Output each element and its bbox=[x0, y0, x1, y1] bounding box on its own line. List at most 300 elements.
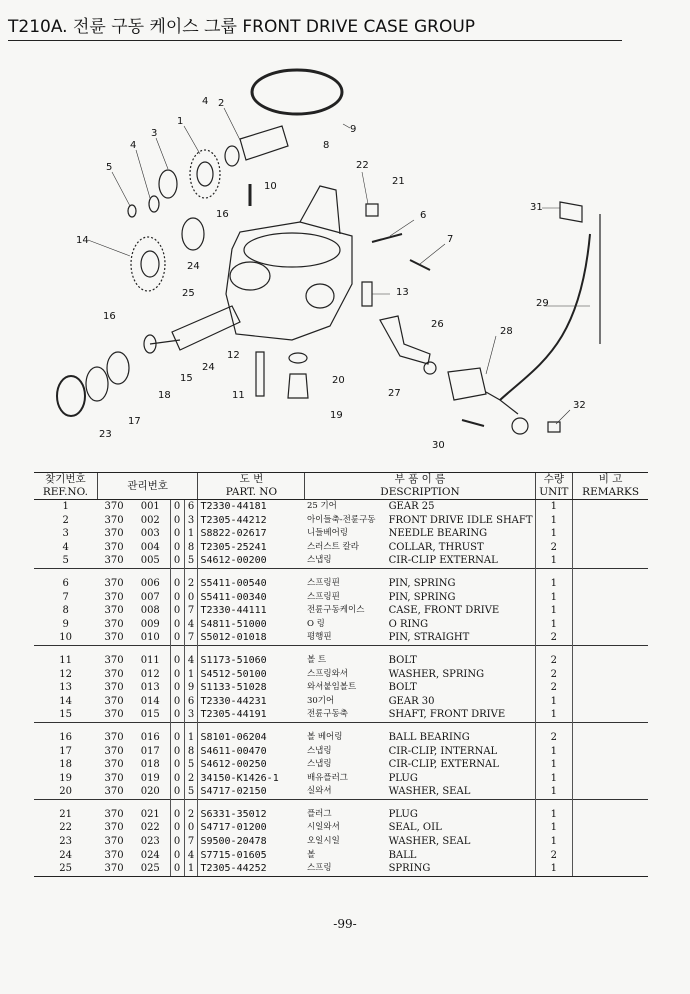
group-code-cell: 370 bbox=[104, 555, 124, 567]
table-row bbox=[34, 591, 648, 605]
ref-no-cell: 3 bbox=[62, 528, 69, 540]
table-row bbox=[34, 731, 648, 745]
remarks-cell bbox=[573, 577, 648, 591]
part-no-cell: S4717-02150 bbox=[198, 785, 305, 799]
callout-label: 5 bbox=[106, 162, 113, 173]
separator-cell bbox=[131, 722, 170, 731]
group-code-cell: 370 bbox=[104, 632, 124, 644]
ref-no-header bbox=[34, 473, 97, 500]
check-cell: 3 bbox=[184, 708, 198, 722]
rev-cell: 0 bbox=[170, 604, 184, 618]
item-code-cell: 004 bbox=[140, 541, 160, 553]
callout-label: 24 bbox=[187, 261, 200, 272]
part-no-cell: S4612-00250 bbox=[198, 758, 305, 772]
ref-no-cell: 2 bbox=[62, 514, 69, 526]
item-code-cell: 006 bbox=[140, 577, 160, 589]
separator-cell bbox=[387, 645, 535, 654]
separator-cell bbox=[387, 722, 535, 731]
part-no-cell: T2305-44212 bbox=[198, 514, 305, 528]
rev-cell: 0 bbox=[170, 862, 184, 876]
item-code-cell: 007 bbox=[140, 591, 160, 603]
ref-no-cell: 9 bbox=[62, 618, 69, 630]
remarks-header-en: REMARKS bbox=[582, 486, 640, 498]
remarks-cell bbox=[573, 745, 648, 759]
group-code-cell: 370 bbox=[104, 772, 124, 784]
item-code-cell: 008 bbox=[140, 605, 160, 617]
unit-cell: 1 bbox=[535, 862, 573, 876]
description-cell: CASE, FRONT DRIVE bbox=[388, 605, 500, 617]
group-code-cell: 370 bbox=[104, 605, 124, 617]
remarks-cell bbox=[573, 631, 648, 645]
unit-cell: 2 bbox=[535, 631, 573, 645]
ref-no-cell: 8 bbox=[62, 605, 69, 617]
item-code-cell: 021 bbox=[140, 808, 160, 820]
title-rule bbox=[8, 40, 622, 41]
check-cell: 4 bbox=[184, 654, 198, 668]
separator-cell bbox=[535, 799, 573, 808]
description-cell: CIR-CLIP, INTERNAL bbox=[388, 745, 498, 757]
separator-cell bbox=[184, 645, 198, 654]
check-cell: 7 bbox=[184, 835, 198, 849]
separator-cell bbox=[97, 722, 131, 731]
check-cell: 2 bbox=[184, 772, 198, 786]
item-code-cell: 014 bbox=[140, 695, 160, 707]
group-code-cell: 370 bbox=[104, 786, 124, 798]
korean-name-cell: 스냅링 bbox=[306, 555, 332, 566]
callout-label: 11 bbox=[232, 390, 245, 401]
remarks-cell bbox=[573, 541, 648, 555]
exploded-view-svg bbox=[0, 44, 690, 464]
description-cell: PIN, STRAIGHT bbox=[388, 632, 470, 644]
callout-label: 17 bbox=[128, 416, 141, 427]
korean-name-cell: O 링 bbox=[306, 618, 325, 629]
unit-cell: 2 bbox=[535, 654, 573, 668]
separator-cell bbox=[573, 568, 648, 577]
item-code-cell: 018 bbox=[140, 759, 160, 771]
description-cell: BALL BEARING bbox=[388, 731, 470, 743]
table-row bbox=[34, 758, 648, 772]
rev-cell: 0 bbox=[170, 631, 184, 645]
group-code-cell: 370 bbox=[104, 682, 124, 694]
group-code-cell: 370 bbox=[104, 501, 124, 512]
ref-no-cell: 1 bbox=[62, 501, 69, 512]
ref-no-cell: 19 bbox=[59, 772, 72, 784]
part-no-header-en: PART. NO bbox=[225, 486, 278, 498]
unit-cell: 2 bbox=[535, 849, 573, 863]
ref-no-cell: 18 bbox=[59, 759, 72, 771]
table-row bbox=[34, 654, 648, 668]
remarks-cell bbox=[573, 758, 648, 772]
group-code-cell: 370 bbox=[104, 745, 124, 757]
korean-name-cell: 스프링핀 bbox=[306, 591, 340, 602]
part-no-cell: S6331-35012 bbox=[198, 808, 305, 822]
table-row bbox=[34, 631, 648, 645]
callout-label: 25 bbox=[182, 288, 195, 299]
table-row bbox=[34, 514, 648, 528]
table-row bbox=[34, 772, 648, 786]
korean-name-cell: 스프링핀 bbox=[306, 577, 340, 588]
ball-bearing-part bbox=[107, 352, 129, 384]
description-cell: CIR-CLIP, EXTERNAL bbox=[388, 759, 499, 771]
korean-name-cell: 스프링와셔 bbox=[306, 668, 348, 679]
oil-seal-part bbox=[57, 376, 85, 416]
part-no-cell: S4612-00200 bbox=[198, 554, 305, 568]
unit-cell: 1 bbox=[535, 514, 573, 528]
remarks-cell bbox=[573, 514, 648, 528]
front-drive-shaft-part bbox=[172, 306, 240, 350]
check-cell: 1 bbox=[184, 862, 198, 876]
callout-label: 3 bbox=[151, 128, 158, 139]
separator-cell bbox=[305, 645, 387, 654]
remarks-cell bbox=[573, 668, 648, 682]
callout-label: 32 bbox=[573, 400, 586, 411]
separator-cell bbox=[170, 799, 184, 808]
separator-cell bbox=[131, 568, 170, 577]
gear-25-part bbox=[190, 150, 220, 198]
separator-cell bbox=[184, 799, 198, 808]
table-row bbox=[34, 500, 648, 514]
group-separator bbox=[34, 645, 648, 654]
group-code-cell: 370 bbox=[104, 759, 124, 771]
rev-cell: 0 bbox=[170, 772, 184, 786]
separator-cell bbox=[34, 568, 97, 577]
ref-no-cell: 14 bbox=[59, 695, 72, 707]
callout-label: 27 bbox=[388, 388, 401, 399]
rev-cell: 0 bbox=[170, 745, 184, 759]
check-cell: 4 bbox=[184, 849, 198, 863]
item-code-cell: 016 bbox=[140, 731, 160, 743]
group-separator bbox=[34, 799, 648, 808]
separator-cell bbox=[184, 568, 198, 577]
group-code-cell: 370 bbox=[104, 836, 124, 848]
description-cell: BALL bbox=[388, 849, 417, 861]
description-cell: WASHER, SEAL bbox=[388, 836, 471, 848]
description-cell: O RING bbox=[388, 618, 429, 630]
description-header-en: DESCRIPTION bbox=[380, 486, 460, 498]
unit-cell: 1 bbox=[535, 785, 573, 799]
ref-no-cell: 17 bbox=[59, 745, 72, 757]
remarks-cell bbox=[573, 654, 648, 668]
remarks-cell bbox=[573, 500, 648, 514]
description-cell: BOLT bbox=[388, 654, 417, 666]
exploded-view-diagram bbox=[0, 44, 690, 464]
unit-header-en: UNIT bbox=[539, 486, 569, 498]
remarks-cell bbox=[573, 731, 648, 745]
check-cell: 7 bbox=[184, 604, 198, 618]
remarks-cell bbox=[573, 604, 648, 618]
remarks-cell bbox=[573, 772, 648, 786]
item-code-cell: 011 bbox=[140, 654, 160, 666]
table-row bbox=[34, 808, 648, 822]
part-no-cell: S4512-50100 bbox=[198, 668, 305, 682]
separator-cell bbox=[305, 722, 387, 731]
remarks-header-ko: 비 고 bbox=[598, 473, 623, 485]
unit-cell: 1 bbox=[535, 577, 573, 591]
rev-cell: 0 bbox=[170, 654, 184, 668]
table-row bbox=[34, 618, 648, 632]
remarks-cell bbox=[573, 695, 648, 709]
check-cell: 1 bbox=[184, 527, 198, 541]
group-separator bbox=[34, 722, 648, 731]
ref-no-cell: 12 bbox=[59, 668, 72, 680]
callout-label: 7 bbox=[447, 234, 454, 245]
separator-cell bbox=[305, 568, 387, 577]
remarks-cell bbox=[573, 835, 648, 849]
rev-cell: 0 bbox=[170, 808, 184, 822]
callout-label: 4 bbox=[202, 96, 209, 107]
ref-no-cell: 7 bbox=[62, 591, 69, 603]
table-row bbox=[34, 577, 648, 591]
page-number: -99- bbox=[333, 917, 357, 931]
unit-cell: 2 bbox=[535, 668, 573, 682]
check-cell: 4 bbox=[184, 618, 198, 632]
korean-name-cell: 스프링 bbox=[305, 862, 387, 876]
group-code-cell: 370 bbox=[104, 591, 124, 603]
callout-label: 12 bbox=[227, 350, 240, 361]
table-row bbox=[34, 708, 648, 722]
unit-cell: 1 bbox=[535, 835, 573, 849]
callout-label: 13 bbox=[396, 287, 409, 298]
rod-part bbox=[500, 234, 590, 400]
ref-no-cell: 10 bbox=[59, 632, 72, 644]
check-cell: 1 bbox=[184, 731, 198, 745]
separator-cell bbox=[34, 645, 97, 654]
parts-table bbox=[34, 472, 648, 877]
separator-cell bbox=[184, 722, 198, 731]
unit-cell: 1 bbox=[535, 745, 573, 759]
part-no-cell: S8822-02617 bbox=[198, 527, 305, 541]
description-header-ko: 부 품 이 름 bbox=[394, 473, 446, 485]
separator-cell bbox=[170, 568, 184, 577]
separator-cell bbox=[170, 722, 184, 731]
check-cell: 8 bbox=[184, 745, 198, 759]
callout-label: 2 bbox=[218, 98, 225, 109]
table-row bbox=[34, 541, 648, 555]
remarks-cell bbox=[573, 681, 648, 695]
description-cell: GEAR 25 bbox=[388, 501, 435, 512]
page-title: T210A. 전륜 구동 케이스 그룹 FRONT DRIVE CASE GROUP bbox=[8, 17, 476, 37]
check-cell: 0 bbox=[184, 591, 198, 605]
group-code-cell: 370 bbox=[104, 731, 124, 743]
table-row bbox=[34, 821, 648, 835]
description-cell: SPRING bbox=[387, 862, 535, 876]
description-cell: GEAR 30 bbox=[388, 695, 435, 707]
item-code-cell: 010 bbox=[140, 632, 160, 644]
separator-cell bbox=[573, 722, 648, 731]
part-no-cell: T2330-44181 bbox=[198, 500, 305, 514]
item-code-cell: 003 bbox=[140, 528, 160, 540]
description-cell: CIR-CLIP EXTERNAL bbox=[388, 555, 498, 567]
unit-cell: 2 bbox=[535, 731, 573, 745]
part-no-header bbox=[198, 473, 305, 500]
check-cell: 2 bbox=[184, 577, 198, 591]
table-row bbox=[34, 785, 648, 799]
callout-label: 23 bbox=[99, 429, 112, 440]
table-row bbox=[34, 527, 648, 541]
item-code-cell: 024 bbox=[140, 849, 160, 861]
item-code-cell: 009 bbox=[140, 618, 160, 630]
part-no-cell: T2305-25241 bbox=[198, 541, 305, 555]
group-code-cell: 370 bbox=[104, 822, 124, 834]
callout-label: 31 bbox=[530, 202, 543, 213]
unit-cell: 1 bbox=[535, 708, 573, 722]
group-separator bbox=[34, 568, 648, 577]
korean-name-cell: 볼 베어링 bbox=[306, 731, 343, 742]
group-code-cell: 370 bbox=[104, 577, 124, 589]
ref-no-cell: 11 bbox=[59, 654, 72, 666]
separator-cell bbox=[198, 722, 305, 731]
callout-label: 16 bbox=[216, 209, 229, 220]
separator-cell bbox=[535, 645, 573, 654]
unit-cell: 1 bbox=[535, 554, 573, 568]
callout-label: 29 bbox=[536, 298, 549, 309]
separator-cell bbox=[573, 645, 648, 654]
rev-cell: 0 bbox=[170, 785, 184, 799]
korean-name-cell: 스냅링 bbox=[306, 745, 332, 756]
ref-no-cell: 16 bbox=[59, 731, 72, 743]
group-code-cell: 370 bbox=[104, 654, 124, 666]
rev-cell: 0 bbox=[170, 591, 184, 605]
table-row bbox=[34, 604, 648, 618]
unit-cell: 2 bbox=[535, 681, 573, 695]
unit-cell: 1 bbox=[535, 604, 573, 618]
group-code-cell: 370 bbox=[104, 808, 124, 820]
callout-label: 16 bbox=[103, 311, 116, 322]
callout-label: 28 bbox=[500, 326, 513, 337]
ref-no-cell: 6 bbox=[62, 577, 69, 589]
ref-no-header-en: REF.NO. bbox=[42, 486, 88, 498]
check-cell: 0 bbox=[184, 821, 198, 835]
rev-cell: 0 bbox=[170, 668, 184, 682]
callout-label: 19 bbox=[330, 410, 343, 421]
korean-name-cell: 와셔붙임볼트 bbox=[306, 682, 357, 693]
rev-cell: 0 bbox=[170, 541, 184, 555]
part-no-cell: T2305-44252 bbox=[198, 862, 305, 876]
case-body-part bbox=[226, 222, 352, 340]
korean-name-cell: 실와셔 bbox=[306, 786, 332, 797]
item-code-cell: 015 bbox=[140, 709, 160, 721]
gear-30-part bbox=[131, 237, 165, 291]
korean-name-cell: 아이들축-전륜구동 bbox=[306, 514, 376, 525]
remarks-header bbox=[573, 473, 648, 500]
mgmt-no-header: 관리번호 bbox=[97, 473, 198, 500]
callout-label: 1 bbox=[177, 116, 184, 127]
parts-table-body bbox=[34, 500, 648, 877]
description-cell: FRONT DRIVE IDLE SHAFT bbox=[388, 514, 533, 526]
item-code-cell: 019 bbox=[140, 772, 160, 784]
ref-no-cell: 23 bbox=[59, 836, 72, 848]
rev-cell: 0 bbox=[170, 577, 184, 591]
ref-no-cell: 25 bbox=[34, 862, 97, 876]
rev-cell: 0 bbox=[170, 708, 184, 722]
table-row bbox=[34, 745, 648, 759]
unit-cell: 1 bbox=[535, 527, 573, 541]
part-no-cell: S1173-51060 bbox=[198, 654, 305, 668]
korean-name-cell: 전륜구동케이스 bbox=[306, 605, 365, 616]
check-cell: 2 bbox=[184, 808, 198, 822]
group-code-cell: 370 bbox=[104, 618, 124, 630]
callout-label: 15 bbox=[180, 373, 193, 384]
unit-cell: 1 bbox=[535, 758, 573, 772]
item-code-cell: 017 bbox=[140, 745, 160, 757]
korean-name-cell: 스러스트 칼라 bbox=[306, 541, 359, 552]
callout-label: 6 bbox=[420, 210, 427, 221]
part-no-cell: T2305-44191 bbox=[198, 708, 305, 722]
part-no-header-ko: 도 번 bbox=[239, 473, 264, 485]
ref-no-cell: 24 bbox=[59, 849, 72, 861]
rev-cell: 0 bbox=[170, 835, 184, 849]
callout-label: 22 bbox=[356, 160, 369, 171]
table-row bbox=[34, 681, 648, 695]
description-cell: WASHER, SEAL bbox=[388, 786, 471, 798]
item-code-cell: 020 bbox=[140, 786, 160, 798]
separator-cell bbox=[198, 568, 305, 577]
description-cell: COLLAR, THRUST bbox=[388, 541, 484, 553]
rev-cell: 0 bbox=[170, 758, 184, 772]
korean-name-cell: 볼 트 bbox=[306, 654, 327, 665]
item-code-cell: 002 bbox=[140, 514, 160, 526]
ref-no-cell: 20 bbox=[59, 786, 72, 798]
check-cell: 5 bbox=[184, 554, 198, 568]
rev-cell: 0 bbox=[170, 500, 184, 514]
korean-name-cell: 30기어 bbox=[306, 695, 335, 706]
description-cell: PLUG bbox=[388, 808, 418, 820]
rev-cell: 0 bbox=[170, 514, 184, 528]
part-no-cell: S5411-00340 bbox=[198, 591, 305, 605]
group-code-cell: 370 bbox=[104, 514, 124, 526]
remarks-cell bbox=[573, 808, 648, 822]
ref-no-header-ko: 찾기번호 bbox=[45, 473, 86, 485]
item-code-cell: 023 bbox=[140, 836, 160, 848]
rev-cell: 0 bbox=[170, 618, 184, 632]
remarks-cell bbox=[573, 821, 648, 835]
unit-cell: 2 bbox=[535, 541, 573, 555]
rev-cell: 0 bbox=[170, 849, 184, 863]
unit-cell: 1 bbox=[535, 500, 573, 514]
description-cell: SHAFT, FRONT DRIVE bbox=[388, 709, 506, 721]
part-no-cell: S5411-00540 bbox=[198, 577, 305, 591]
unit-cell: 1 bbox=[535, 591, 573, 605]
separator-cell bbox=[97, 568, 131, 577]
group-code-cell: 370 bbox=[104, 849, 124, 861]
korean-name-cell: 스냅링 bbox=[306, 759, 332, 770]
part-no-cell: S8101-06204 bbox=[198, 731, 305, 745]
unit-cell: 1 bbox=[535, 695, 573, 709]
ref-no-cell: 21 bbox=[59, 808, 72, 820]
unit-header bbox=[535, 473, 573, 500]
group-code-cell: 370 bbox=[104, 668, 124, 680]
group-code-cell: 370 bbox=[97, 862, 131, 876]
remarks-cell bbox=[573, 849, 648, 863]
check-cell: 9 bbox=[184, 681, 198, 695]
separator-cell bbox=[170, 645, 184, 654]
part-no-cell: S4811-51000 bbox=[198, 618, 305, 632]
item-code-cell: 013 bbox=[140, 682, 160, 694]
separator-cell bbox=[97, 799, 131, 808]
separator-cell bbox=[387, 799, 535, 808]
ref-no-cell: 15 bbox=[59, 709, 72, 721]
separator-cell bbox=[34, 799, 97, 808]
check-cell: 7 bbox=[184, 631, 198, 645]
separator-cell bbox=[305, 799, 387, 808]
group-code-cell: 370 bbox=[104, 528, 124, 540]
part-no-cell: T2330-44111 bbox=[198, 604, 305, 618]
callout-label: 14 bbox=[76, 235, 89, 246]
remarks-cell bbox=[573, 527, 648, 541]
rev-cell: 0 bbox=[170, 554, 184, 568]
description-header bbox=[305, 473, 535, 500]
korean-name-cell: 배유플러그 bbox=[306, 772, 348, 783]
